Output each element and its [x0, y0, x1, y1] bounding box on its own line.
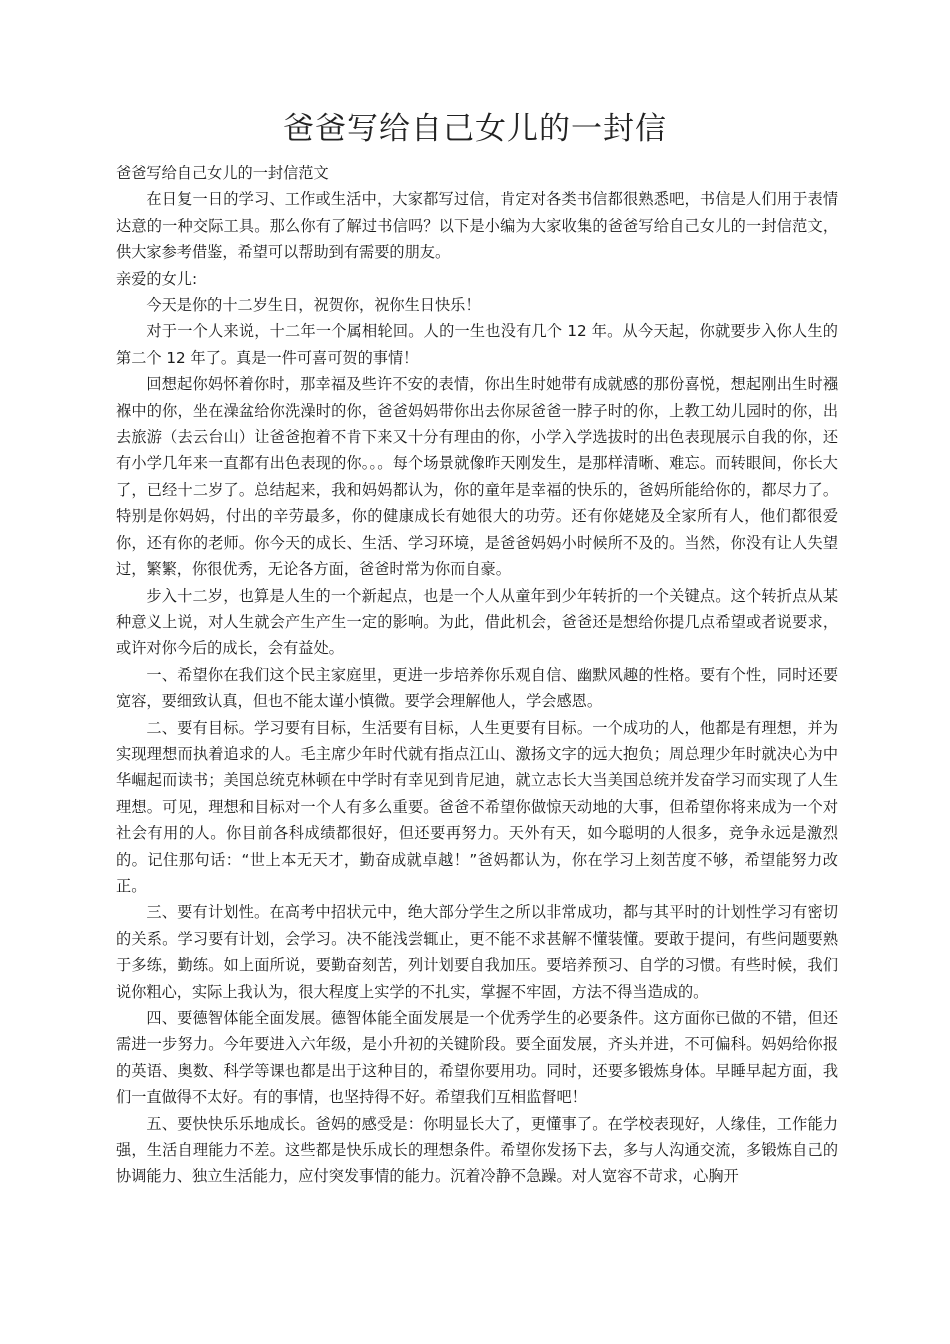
paragraph-birthday-wish: 今天是你的十二岁生日，祝贺你，祝你生日快乐！	[146, 296, 481, 315]
salutation: 亲爱的女儿:	[116, 269, 198, 288]
paragraph-twelve-years: 对于一个人来说，十二年一个属相轮回。人的一生也没有几个 12 年。从今天起，你就要步入你人生的第二个 12 年了。真是一件可喜可贺的事情！	[116, 322, 838, 367]
intro-paragraph: 在日复一日的学习、工作或生活中，大家都写过信，肯定对各类书信都很熟悉吧，书信是人们用于表情达意的一种交际工具。那么你有了解过书信吗？以下是小编为大家收集的爸爸写给自己女儿的一封信范文，供大家参考借鉴，希望可以帮助到有需要的朋友。	[116, 190, 838, 262]
document-title: 爸爸写给自己女儿的一封信	[283, 110, 667, 147]
document-body	[116, 160, 838, 1190]
paragraph-new-starting-point: 步入十二岁，也算是人生的一个新起点，也是一个人从童年到少年转折的一个关键点。这个转折点从某种意义上说，对人生就会产生产生一定的影响。为此，借此机会，爸爸还是想给你提几点希望或者说要求，或许对你今后的成长，会有益处。	[116, 586, 838, 658]
subtitle: 爸爸写给自己女儿的一封信范文	[116, 164, 329, 182]
paragraph-point-three-planning: 三、要有计划性。在高考中招状元中，绝大部分学生之所以非常成功，都与其平时的计划性学习有密切的关系。学习要有计划，会学习。决不能浅尝辄止，更不能不求甚解不懂装懂。要敢于提问，有些问题要熟于多练，勤练。如上面所说，要勤奋刻苦，列计划要自我加压。要培养预习、自学的习惯。有些时候，我们说你粗心，实际上我认为，很大程度上实学的不扎实，掌握不牢固，方法不得当造成的。	[116, 903, 838, 1001]
paragraph-memories: 回想起你妈怀着你时，那幸福及些许不安的表情，你出生时她带有成就感的那份喜悦，想起刚出生时襁褓中的你，坐在澡盆给你洗澡时的你，爸爸妈妈带你出去你尿爸爸一脖子时的你，上教工幼儿园时的你，出去旅游（去云台山）让爸爸抱着不肯下来又十分有理由的你，小学入学选拔时的出色表现展示自我的你，还有小学几年来一直都有出色表现的你。。。每个场景就像昨天刚发生，是那样清晰、难忘。而转眼间，你长大了，已经十二岁了。总结起来，我和妈妈都认为，你的童年是幸福的快乐的，爸妈所能给你的，都尽力了。特别是你妈妈，付出的辛劳最多，你的健康成长有她很大的功劳。还有你姥姥及全家所有人，他们都很爱你，还有你的老师。你今天的成长、生活、学习环境，是爸爸妈妈小时候所不及的。当然，你没有让人失望过，繁繁，你很优秀，无论各方面，爸爸时常为你而自豪。	[116, 375, 838, 579]
paragraph-point-one-character: 一、希望你在我们这个民主家庭里，更进一步培养你乐观自信、幽默风趣的性格。要有个性，同时还要宽容，要细致认真，但也不能太谨小慎微。要学会理解他人，学会感恩。	[116, 665, 838, 711]
paragraph-point-two-goals: 二、要有目标。学习要有目标，生活要有目标，人生更要有目标。一个成功的人，他都是有理想，并为实现理想而执着追求的人。毛主席少年时代就有指点江山、激扬文字的远大抱负；周总理少年时就决心为中华崛起而读书；美国总统克林顿在中学时有幸见到肯尼迪，就立志长大当美国总统并发奋学习而实现了人生理想。可见，理想和目标对一个人有多么重要。爸爸不希望你做惊天动地的大事，但希望你将来成为一个对社会有用的人。你目前各科成绩都很好，但还要再努力。天外有天，如今聪明的人很多，竞争永远是激烈的。记住那句话：“世上本无天才，勤奋成就卓越！”爸妈都认为，你在学习上刻苦度不够，希望能努力改正。	[116, 718, 838, 895]
paragraph-point-four-development: 四、要德智体能全面发展。德智体能全面发展是一个优秀学生的必要条件。这方面你已做的不错，但还需进一步努力。今年要进入六年级，是小升初的关键阶段。要全面发展，齐头并进，不可偏科。妈妈给你报的英语、奥数、科学等课也都是出于这种目的，希望你要用功。同时，还要多锻炼身体。早睡早起方面，我们一直做得不太好。有的事情，也坚持得不好。希望我们互相监督吧！	[116, 1009, 838, 1107]
paragraph-point-five-happiness: 五、要快快乐乐地成长。爸妈的感受是：你明显长大了，更懂事了。在学校表现好，人缘佳，工作能力强，生活自理能力不差。这些都是快乐成长的理想条件。希望你发扬下去，多与人沟通交流，多锻炼自己的协调能力、独立生活能力，应付突发事情的能力。沉着冷静不急躁。对人宽容不苛求，心胸开	[116, 1114, 838, 1186]
